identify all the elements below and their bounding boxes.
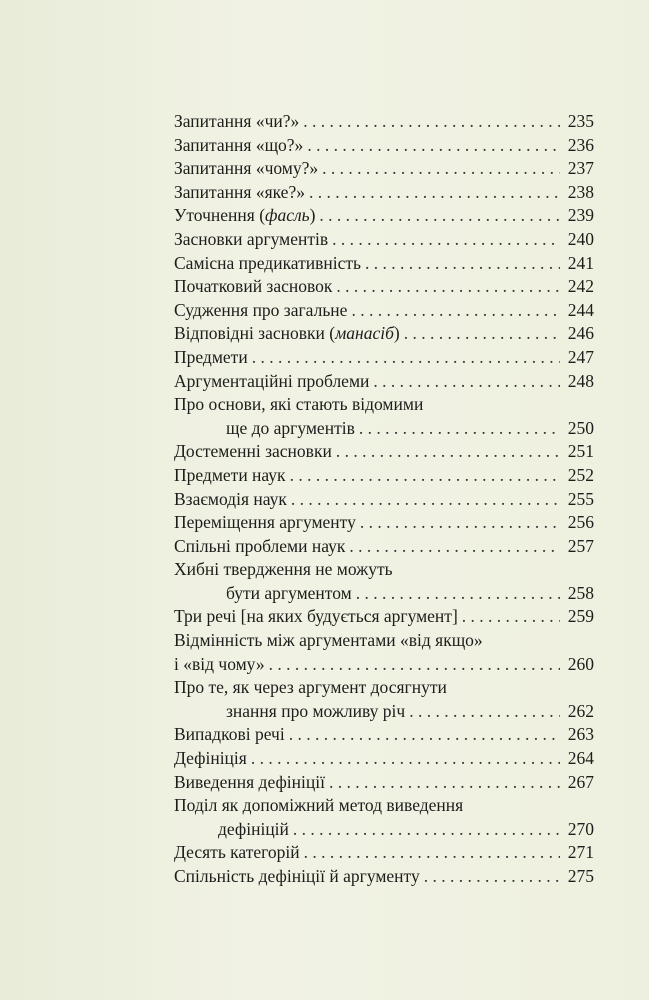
toc-entry-title: Спільні проблеми наук bbox=[174, 535, 346, 556]
toc-entry bbox=[174, 417, 594, 441]
toc-page-number: 264 bbox=[567, 748, 594, 769]
leader-dots bbox=[351, 299, 560, 323]
toc-entry-title-line1: Хибні твердження не можуть bbox=[174, 559, 393, 580]
leader-dots bbox=[360, 511, 560, 535]
title-text: ) bbox=[309, 205, 316, 226]
toc-page-number: 247 bbox=[567, 346, 594, 367]
toc-entry-title: Три речі [на яких будується аргумент] bbox=[174, 606, 458, 627]
toc-entry-title bbox=[174, 204, 315, 228]
toc-entry-title: Предмети bbox=[174, 346, 248, 367]
toc-entry bbox=[174, 346, 594, 370]
toc-entry bbox=[174, 488, 594, 512]
toc-page-number: 251 bbox=[567, 441, 594, 462]
toc-entry bbox=[174, 747, 594, 771]
toc-entry bbox=[174, 653, 594, 677]
leader-dots bbox=[309, 181, 560, 205]
toc-entry bbox=[174, 110, 594, 134]
toc-page-number: 255 bbox=[567, 488, 594, 509]
toc-entry bbox=[174, 299, 594, 323]
leader-dots bbox=[291, 488, 560, 512]
toc-page-number: 257 bbox=[567, 535, 594, 556]
toc-page-number: 240 bbox=[567, 228, 594, 249]
leader-dots bbox=[251, 747, 560, 771]
leader-dots bbox=[356, 582, 560, 606]
toc-entry-title: Запитання «чи?» bbox=[174, 111, 300, 131]
toc-page-number: 270 bbox=[567, 818, 594, 839]
toc-entry-title bbox=[174, 322, 400, 346]
toc-entry-title: бути аргументом bbox=[226, 582, 352, 603]
toc-page-number: 262 bbox=[567, 700, 594, 721]
toc-entry bbox=[174, 771, 594, 795]
toc-page-number: 258 bbox=[567, 582, 594, 603]
toc-entry bbox=[174, 228, 594, 252]
leader-dots bbox=[293, 818, 560, 842]
toc-page-number: 236 bbox=[567, 134, 594, 155]
toc-page-number: 275 bbox=[567, 866, 594, 886]
toc-page-number: 259 bbox=[567, 606, 594, 627]
toc-entry-title: Взаємодія наук bbox=[174, 488, 287, 509]
toc-page-number: 238 bbox=[567, 181, 594, 202]
toc-entry-title: ще до аргументів bbox=[226, 417, 355, 438]
toc-page-number: 250 bbox=[567, 417, 594, 438]
toc-page-number: 241 bbox=[567, 252, 594, 273]
toc-entry-title: Виведення дефініції bbox=[174, 771, 325, 792]
toc-page-number: 237 bbox=[567, 158, 594, 179]
toc-page-number: 263 bbox=[567, 724, 594, 745]
title-text: ) bbox=[393, 323, 400, 344]
leader-dots bbox=[404, 322, 560, 346]
toc-entry bbox=[174, 252, 594, 276]
leader-dots bbox=[359, 417, 560, 441]
leader-dots bbox=[319, 204, 560, 228]
leader-dots bbox=[304, 841, 560, 865]
toc-entry bbox=[174, 134, 594, 158]
toc-entry-title: Засновки аргументів bbox=[174, 228, 329, 249]
toc-entry bbox=[174, 865, 594, 889]
toc-page-number: 242 bbox=[567, 276, 594, 297]
toc-entry-title: Запитання «що?» bbox=[174, 134, 304, 155]
toc-page-number: 239 bbox=[567, 205, 594, 226]
toc-page-number: 248 bbox=[567, 370, 594, 391]
toc-entry-title: дефініцій bbox=[218, 818, 289, 839]
toc-entry-title: Випадкові речі bbox=[174, 724, 285, 745]
table-of-contents bbox=[174, 110, 594, 889]
leader-dots bbox=[269, 653, 560, 677]
leader-dots bbox=[409, 700, 560, 724]
toc-entry-title-line1: Про основи, які стають відомими bbox=[174, 394, 424, 415]
toc-entry bbox=[174, 535, 594, 559]
leader-dots bbox=[252, 346, 560, 370]
toc-entry-title: Судження про загальне bbox=[174, 299, 348, 320]
toc-entry-title: Запитання «яке?» bbox=[174, 181, 305, 202]
leader-dots bbox=[373, 370, 560, 394]
toc-page-number: 252 bbox=[567, 464, 594, 485]
toc-page-number: 244 bbox=[567, 299, 594, 320]
toc-entry bbox=[174, 181, 594, 205]
leader-dots bbox=[303, 110, 560, 134]
toc-entry-title: знання про можливу річ bbox=[226, 700, 406, 721]
title-italic: манасіб bbox=[335, 323, 394, 344]
leader-dots bbox=[329, 771, 560, 795]
toc-entry bbox=[174, 370, 594, 394]
leader-dots bbox=[332, 228, 560, 252]
toc-entry bbox=[174, 157, 594, 181]
toc-entry bbox=[174, 511, 594, 535]
toc-entry-title: Самісна предикативність bbox=[174, 252, 362, 273]
leader-dots bbox=[365, 252, 560, 276]
toc-entry-title-line1: Поділ як допоміжний метод виведення bbox=[174, 795, 464, 816]
title-text: Уточнення ( bbox=[174, 205, 266, 226]
toc-entry-title: Предмети наук bbox=[174, 464, 286, 485]
toc-entry-title: Переміщення аргументу bbox=[174, 512, 356, 533]
leader-dots bbox=[307, 134, 560, 158]
leader-dots bbox=[336, 440, 560, 464]
toc-entry bbox=[174, 723, 594, 747]
toc-page-number: 246 bbox=[567, 323, 594, 344]
toc-entry bbox=[174, 322, 594, 346]
leader-dots bbox=[322, 157, 560, 181]
toc-page-number: 267 bbox=[567, 771, 594, 792]
toc-entry-title: Аргументаційні проблеми bbox=[174, 370, 370, 391]
toc-page-number: 260 bbox=[567, 653, 594, 674]
toc-entry-title: Початковий засновок bbox=[174, 276, 333, 297]
toc-entry bbox=[174, 464, 594, 488]
toc-entry-title: Достеменні засновки bbox=[174, 441, 332, 462]
leader-dots bbox=[336, 275, 560, 299]
toc-entry-title: Десять категорій bbox=[174, 842, 300, 863]
toc-entry-title: і «від чому» bbox=[174, 653, 265, 674]
leader-dots bbox=[424, 865, 560, 889]
toc-entry bbox=[174, 841, 594, 865]
leader-dots bbox=[462, 605, 560, 629]
toc-entry bbox=[174, 605, 594, 629]
toc-entry bbox=[174, 818, 594, 842]
toc-entry-title-line1: Про те, як через аргумент досягнути bbox=[174, 677, 447, 698]
toc-entry-title: Запитання «чому?» bbox=[174, 158, 319, 179]
title-text: Відповідні засновки ( bbox=[174, 323, 336, 344]
toc-entry bbox=[174, 440, 594, 464]
title-italic: фасль bbox=[265, 205, 310, 226]
toc-entry-title-line1: Відмінність між аргументами «від якщо» bbox=[174, 630, 483, 651]
toc-entry-title: Спільність дефініції й аргументу bbox=[174, 866, 420, 886]
toc-entry bbox=[174, 275, 594, 299]
toc-page-number: 271 bbox=[567, 842, 594, 863]
toc-entry bbox=[174, 700, 594, 724]
toc-page-number: 256 bbox=[567, 512, 594, 533]
leader-dots bbox=[289, 723, 560, 747]
toc-entry-title: Дефініція bbox=[174, 748, 247, 769]
toc-page-number: 235 bbox=[567, 111, 594, 131]
leader-dots bbox=[349, 535, 560, 559]
toc-entry bbox=[174, 582, 594, 606]
toc-entry bbox=[174, 204, 594, 228]
leader-dots bbox=[290, 464, 560, 488]
